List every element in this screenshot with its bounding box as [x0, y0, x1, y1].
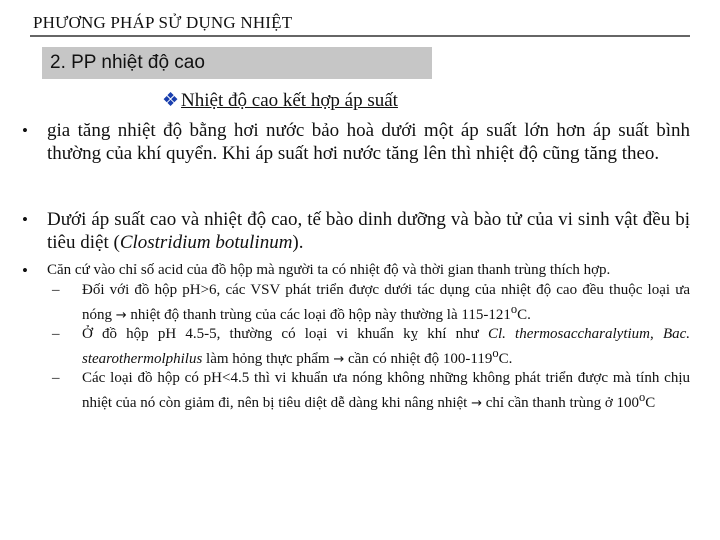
sub-bullet-3-text-a: Các loại đồ hộp có pH<4.5 thì vi khuẩn ưa nóng không những không phát triển được mà tính chịu nhiệt của nó còn giảm đi, nên bị tiêu diệt dễ dàng khi nâng nhiệt	[82, 370, 690, 411]
arrow-right-icon: →	[333, 352, 345, 367]
dash-icon: –	[52, 282, 60, 298]
species-name: Clostridium botulinum	[119, 232, 293, 253]
sub-bullet-3-text-b: chỉ cần thanh trùng ở 100	[485, 395, 640, 411]
subheading-text: Nhiệt độ cao kết hợp áp suất	[181, 90, 398, 111]
section-title: 2. PP nhiệt độ cao	[50, 52, 205, 73]
diamond-bullet-icon: ❖	[162, 90, 180, 111]
dash-icon: –	[52, 370, 60, 386]
dash-icon: –	[52, 326, 60, 342]
sub-bullet-2-text-b: ,	[650, 326, 654, 342]
degree-sup: o	[492, 346, 499, 360]
bullet-text-1: gia tăng nhiệt độ bằng hơi nước bảo hoà dưới một áp suất lớn hơn áp suất bình thường của khí quyển. Khi áp suất hơi nước tăng lên thì nhiệt độ cũng tăng theo.	[47, 120, 690, 164]
sub-bullet-1	[52, 281, 690, 325]
arrow-right-icon: →	[115, 308, 127, 323]
degree-sup: o	[510, 302, 518, 316]
sub-bullet-2	[52, 325, 690, 369]
sub-bullet-3	[52, 369, 690, 413]
sub-bullet-2-text-d: cần có nhiệt độ 100-119	[347, 351, 493, 367]
subheading	[162, 89, 398, 112]
species-name-1: Cl. thermosaccharalytium	[487, 326, 651, 342]
sub-bullet-3-text-c: C	[645, 395, 656, 411]
header-divider	[30, 35, 690, 37]
bullet-text-2-end: ).	[292, 232, 304, 253]
bullet-icon: •	[22, 121, 28, 140]
sub-bullet-1-text-b: nhiệt độ thanh trùng của các loại đồ hộp này thường là 115-121	[130, 307, 511, 323]
species-name-2: Bac. stearothermolphilus	[82, 326, 691, 367]
bullet-icon: •	[22, 210, 28, 229]
bullet-icon: •	[22, 261, 28, 280]
sub-bullet-2-text-c: làm hỏng thực phẩm	[206, 351, 330, 367]
sub-bullet-1-text-a: Đối với đồ hộp pH>6, các VSV phát triển được dưới tác dụng của nhiệt độ cao đều thuộc loại ưa nóng	[82, 282, 690, 323]
bullet-item-3	[22, 261, 690, 413]
bullet-text-3: Căn cứ vào chỉ số acid của đồ hộp mà người ta có nhiệt độ và thời gian thanh trùng thích hợp.	[47, 262, 611, 278]
sub-bullet-1-text-c: C.	[517, 307, 531, 323]
arrow-right-icon: →	[471, 396, 482, 411]
section-title-box	[42, 47, 432, 79]
bullet-item-1	[22, 119, 690, 165]
sub-bullet-2-text-e: C.	[498, 351, 513, 367]
bullet-item-2	[22, 208, 690, 254]
bullet-text-2-main: Dưới áp suất cao và nhiệt độ cao, tế bào dinh dưỡng và bào tử của vi sinh vật đều bị tiêu diệt (	[47, 209, 690, 253]
sub-bullet-2-text-a: Ở đồ hộp pH 4.5-5, thường có loại vi khuẩn kỵ khí như	[82, 326, 479, 342]
degree-sup: o	[639, 390, 646, 404]
bullet-text-2	[47, 208, 690, 254]
slide-header: PHƯƠNG PHÁP SỬ DỤNG NHIỆT	[33, 13, 293, 32]
